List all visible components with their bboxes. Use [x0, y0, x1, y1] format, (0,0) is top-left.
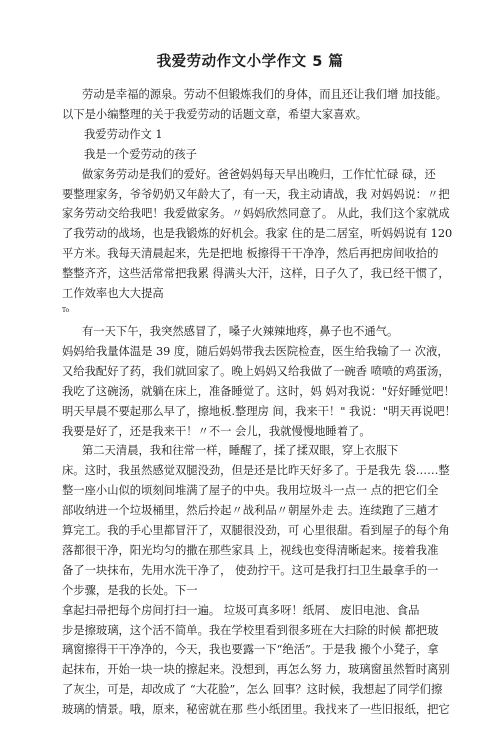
paragraph-line: 平方米。我每天清晨起来，先是把地 板擦得干干净净，然后再把房间收拾的 — [62, 247, 439, 261]
paragraph-line: 算完工。我的手心里都冒汗了，双腿很没劲，可 心里很甜。看到屋子的每个角 — [62, 524, 450, 538]
paragraph-line: 我吃了这碗汤，就躺在床上，准备睡觉了。这时，妈 妈对我说："好好睡觉吧！ — [62, 384, 455, 398]
paragraph-line: 工作效率也大大提高 — [62, 287, 164, 301]
paragraph-line: 以下是小编整理的关于我爱劳动的话题文章，希望大家喜欢。 — [62, 107, 368, 121]
paragraph-line: 床。这时，我虽然感觉双腿没劲，但是还是比昨天好多了。于是我先 袋……整 — [62, 464, 450, 478]
stray-mark: To — [62, 306, 70, 314]
paragraph-line: 部收纳进一个垃圾桶里，然后拎起〃战利品〃朝屋外走 去。连续跑了三趟才 — [62, 504, 439, 518]
paragraph-line: 整一座小山似的顷刻间堆满了屋子的中央。我用垃圾斗一点一 点的把它们全 — [62, 484, 439, 498]
paragraph-line: 整整齐齐，这些活常常把我累 得满头大汗，这样，日子久了，我已经干惯了， — [62, 267, 450, 281]
paragraph-line: 做家务劳动是我们的爱好。爸爸妈妈每天早出晚归，工作忙忙碌 碌，还 — [82, 167, 436, 181]
paragraph-line: 备了一块抹布，先用水洗干净了， 使劲拧干。这可是我打扫卫生最拿手的一 — [62, 563, 439, 577]
section-heading: 我爱劳动作文 1 — [84, 127, 163, 141]
paragraph-line: 了我劳动的战场，也是我锻炼的好机会。我家 住的是二居室，听妈妈说有 120 — [62, 227, 453, 241]
paragraph-line: 要整理家务，爷爷奶奶又年龄大了，有一天，我主动请战，我 对妈妈说：〃把 — [62, 187, 450, 201]
paragraph-line: 妈妈给我量体温是 39 度，随后妈妈带我去医院检查，医生给我输了一 次液， — [62, 344, 449, 358]
paragraph-line: 我要是好了，还是我来干！〃不一 会儿，我就慢慢地睡着了。 — [62, 424, 371, 438]
document-title: 我爱劳动作文小学作文 5 篇 — [156, 54, 344, 70]
paragraph-line: 个步骤，是我的长处。下一 — [62, 583, 198, 597]
document-body — [62, 85, 460, 720]
paragraph-line: 了灰尘，可是，却改成了 “大花脸”，怎么 回事？这时候，我想起了同学们擦 — [62, 683, 443, 697]
paragraph-line: 拿起扫帚把每个房间打扫一遍。 垃圾可真多呀！纸屑、 废旧电池、食品 — [62, 603, 420, 617]
paragraph-line: 起抹布，开始一块一块的擦起来。没想到，再怎么努 力，玻璃窗虽然暂时离别 — [62, 663, 450, 677]
paragraph-line: 有一天下午，我突然感冒了，嗓子火辣辣地疼，鼻子也不通气。 — [82, 324, 399, 338]
paragraph-line: 明天早晨不要起那么早了，擦地板.整理房 间，我来干！" 我说："明天再说吧！ — [62, 404, 456, 418]
section-subtitle: 我是一个爱劳动的孩子 — [84, 147, 197, 161]
paragraph-line: 玻璃的情景。哦，原来，秘密就在那 些小纸团里。我找来了一些旧报纸，把它 — [62, 703, 450, 717]
paragraph-line: 又给我配好了药，我们就回家了。晚上妈妈又给我做了一碗香 喷喷的鸡蛋汤， — [62, 364, 450, 378]
paragraph-line: 步是擦玻璃，这个活不简单。我在学校里看到很多班在大扫除的时候 都把玻 — [62, 623, 439, 637]
paragraph-line: 第二天清晨，我和往常一样，睡醒了，揉了揉双眼，穿上衣服下 — [82, 444, 399, 458]
paragraph-line: 家务劳动交给我吧！我爱做家务。〃妈妈欣然同意了。 从此，我们这个家就成 — [62, 207, 450, 221]
paragraph-line: 璃窗擦得干干净净的，今天，我也要露一下“绝活”。于是我 搬个小凳子，拿 — [62, 643, 439, 657]
paragraph-line: 落都很干净，阳光均匀的撒在那些家具 上，视线也变得清晰起来。接着我准 — [62, 543, 439, 557]
paragraph-line: 劳动是幸福的源泉。劳动不但锻炼我们的身体，而且还让我们增 加技能。 — [82, 88, 448, 101]
